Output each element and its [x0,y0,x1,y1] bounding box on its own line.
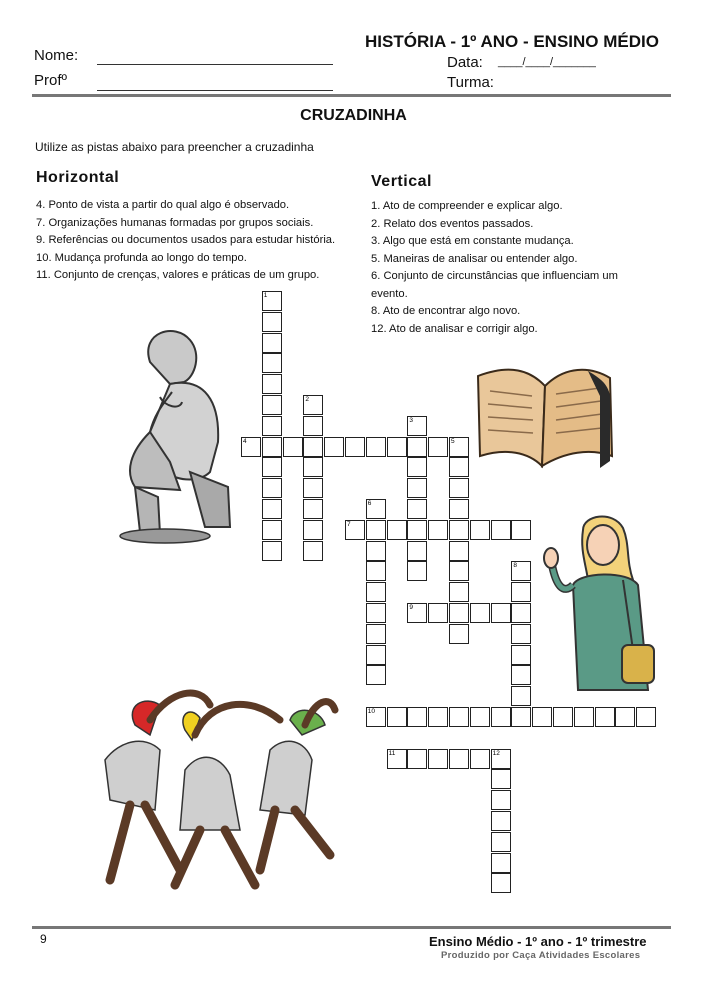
vertical-clue-2: 2. Relato dos eventos passados. [371,217,534,230]
name-label: Nome: [34,47,79,64]
teacher-label: Profº [34,72,67,89]
crossword-cell[interactable] [428,603,448,623]
crossword-cell[interactable] [262,333,282,353]
crossword-cell[interactable] [407,541,427,561]
thinker-statue-illustration [110,322,240,547]
teacher-field[interactable] [97,90,333,91]
worksheet-title: CRUZADINHA [300,107,407,124]
crossword-cell[interactable] [595,707,615,727]
crossword-cell[interactable] [511,645,531,665]
crossword-cell[interactable] [428,437,448,457]
vertical-clue-1: 1. Ato de compreender e explicar algo. [371,200,563,212]
date-label: Data: [447,54,483,71]
crossword-cell[interactable] [407,707,427,727]
crossword-clue-number: 3 [409,416,414,424]
crossword-cell[interactable] [449,624,469,644]
crossword-cell[interactable] [491,790,511,810]
crossword-cell[interactable] [366,437,386,457]
crossword-cell[interactable] [449,478,469,498]
crossword-cell[interactable] [262,353,282,373]
vertical-clue-12: 12. Ato de analisar e corrigir algo. [371,322,538,335]
crossword-cell[interactable] [511,624,531,644]
crossword-clue-number: 10 [367,708,376,715]
crossword-cell[interactable] [303,416,323,436]
crossword-cell[interactable] [407,561,427,581]
crossword-cell[interactable] [491,769,511,789]
crossword-cell[interactable] [366,624,386,644]
crossword-cell[interactable] [303,478,323,498]
date-field[interactable]: ____/____/_______ [498,56,596,68]
footer-course: Ensino Médio - 1º ano - 1º trimestre [429,934,647,949]
vertical-clue-6: 6. Conjunto de circunstâncias que influenciam um [371,270,618,282]
crossword-cell[interactable] [491,873,511,893]
crossword-cell[interactable] [366,603,386,623]
crossword-cell[interactable] [366,520,386,540]
crossword-cell[interactable] [491,811,511,831]
crossword-cell[interactable] [262,395,282,415]
crossword-cell[interactable] [511,603,531,623]
horizontal-clue-10: 10. Mudança profunda ao longo do tempo. [36,251,247,264]
crossword-cell[interactable] [511,686,531,706]
crossword-cell[interactable] [345,437,365,457]
crossword-cell[interactable] [407,437,427,457]
crossword-clue-number: 8 [513,562,518,570]
crossword-cell[interactable] [387,707,407,727]
crossword-cell[interactable] [428,707,448,727]
crossword-cell[interactable] [449,749,469,769]
crossword-cell[interactable] [283,437,303,457]
crossword-cell[interactable] [366,665,386,685]
crossword-cell[interactable] [491,832,511,852]
crossword-cell[interactable] [262,312,282,332]
crossword-cell[interactable] [262,416,282,436]
crossword-cell[interactable] [511,665,531,685]
crossword-cell[interactable] [262,457,282,477]
crossword-cell[interactable] [366,561,386,581]
horizontal-heading: Horizontal [36,169,120,186]
crossword-cell[interactable] [262,437,282,457]
crossword-cell[interactable] [470,603,490,623]
student-waving-illustration [538,510,664,690]
crossword-cell[interactable] [553,707,573,727]
dancers-illustration [90,680,340,890]
crossword-cell[interactable] [303,437,323,457]
crossword-clue-number: 7 [347,520,351,528]
header-divider [32,94,671,97]
crossword-cell[interactable] [449,561,469,581]
footer-producer: Produzido por Caça Atividades Escolares [441,950,641,961]
page-number: 9 [40,932,47,946]
name-field[interactable] [97,64,333,65]
crossword-cell[interactable] [407,478,427,498]
crossword-cell[interactable] [491,707,511,727]
open-book-illustration [470,356,620,471]
crossword-cell[interactable] [636,707,656,727]
crossword-cell[interactable] [449,582,469,602]
crossword-cell[interactable] [262,520,282,540]
crossword-cell[interactable] [303,541,323,561]
crossword-cell[interactable] [407,520,427,540]
instructions-text: Utilize as pistas abaixo para preencher a cruzadinha [35,140,314,154]
crossword-cell[interactable] [449,541,469,561]
crossword-cell[interactable] [449,499,469,519]
horizontal-clue-7: 7. Organizações humanas formadas por grupos sociais. [36,216,314,229]
crossword-cell[interactable] [532,707,552,727]
crossword-cell[interactable] [511,582,531,602]
crossword-cell[interactable] [407,749,427,769]
crossword-cell[interactable] [470,520,490,540]
vertical-clue-6-cont: evento. [371,287,408,300]
vertical-clue-3: 3. Algo que está em constante mudança. [371,235,574,247]
crossword-cell[interactable] [470,707,490,727]
crossword-cell[interactable] [428,749,448,769]
horizontal-clue-4: 4. Ponto de vista a partir do qual algo é observado. [36,199,290,211]
crossword-cell[interactable] [324,437,344,457]
vertical-clue-5: 5. Maneiras de analisar ou entender algo. [371,252,578,265]
crossword-cell[interactable] [428,520,448,540]
crossword-cell[interactable] [366,582,386,602]
crossword-cell[interactable] [449,457,469,477]
crossword-cell[interactable] [262,478,282,498]
footer-divider [32,926,671,929]
crossword-cell[interactable] [366,645,386,665]
crossword-clue-number: 9 [409,604,414,611]
class-label: Turma: [447,74,494,91]
crossword-cell[interactable] [615,707,635,727]
crossword-clue-number: 1 [263,292,268,299]
crossword-cell[interactable] [491,603,511,623]
crossword-cell[interactable] [262,374,282,394]
crossword-cell[interactable] [387,520,407,540]
crossword-cell[interactable] [262,499,282,519]
page-title: HISTÓRIA - 1º ANO - ENSINO MÉDIO [365,32,659,51]
crossword-cell[interactable] [387,437,407,457]
crossword-cell[interactable] [449,707,469,727]
crossword-clue-number: 4 [243,437,247,445]
horizontal-clue-11: 11. Conjunto de crenças, valores e práticas de um grupo. [36,269,320,281]
crossword-clue-number: 11 [388,749,396,757]
crossword-cell[interactable] [303,457,323,477]
crossword-cell[interactable] [491,520,511,540]
crossword-cell[interactable] [366,541,386,561]
crossword-clue-number: 12 [492,749,500,757]
crossword-clue-number: 6 [367,500,372,507]
crossword-clue-number: 5 [451,437,455,445]
crossword-cell[interactable] [511,707,531,727]
crossword-cell[interactable] [449,520,469,540]
crossword-cell[interactable] [303,499,323,519]
crossword-cell[interactable] [574,707,594,727]
horizontal-clue-9: 9. Referências ou documentos usados para estudar história. [36,234,336,246]
vertical-heading: Vertical [371,173,432,190]
crossword-cell[interactable] [449,603,469,623]
crossword-cell[interactable] [262,541,282,561]
crossword-clue-number: 2 [305,396,310,403]
crossword-cell[interactable] [511,520,531,540]
crossword-cell[interactable] [407,457,427,477]
vertical-clue-8: 8. Ato de encontrar algo novo. [371,305,521,317]
crossword-cell[interactable] [303,520,323,540]
crossword-cell[interactable] [491,853,511,873]
crossword-cell[interactable] [407,499,427,519]
crossword-cell[interactable] [470,749,490,769]
